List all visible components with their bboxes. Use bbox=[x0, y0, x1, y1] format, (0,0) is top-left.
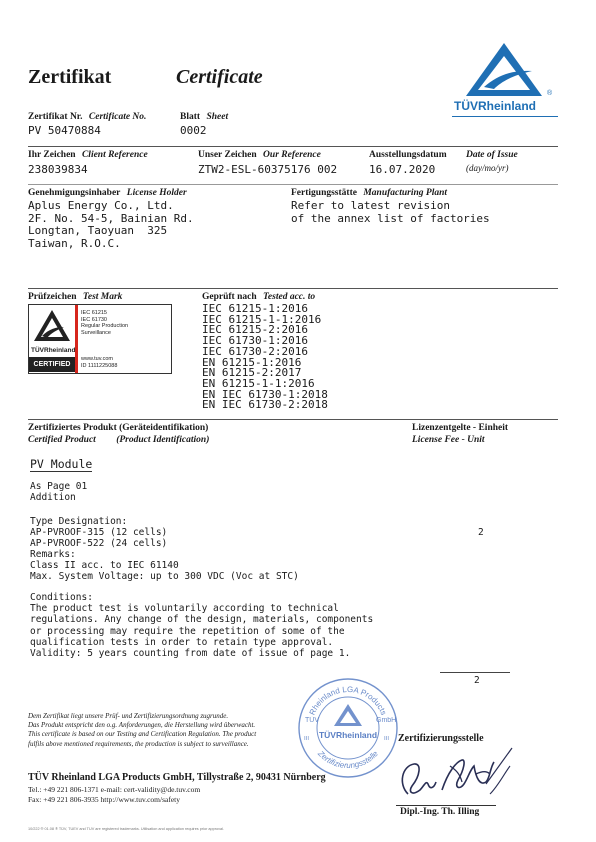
tuv-triangle-icon bbox=[29, 305, 75, 347]
notice-line: Dem Zertifikat liegt unsere Prüf- und Zertifizierungsordnung zugrunde. bbox=[28, 712, 229, 720]
product-line: Remarks: bbox=[30, 549, 76, 560]
product-line: Class II acc. to IEC 61140 bbox=[30, 560, 179, 571]
product-line: As Page 01 bbox=[30, 481, 88, 492]
address-line: Longtan, Taoyuan 325 bbox=[28, 224, 168, 237]
tuv-underline bbox=[452, 116, 558, 117]
issue-date-value: 16.07.2020 bbox=[369, 163, 436, 176]
condition-line: or processing may require the repetition of some of the bbox=[30, 625, 345, 637]
condition-line: The product test is voluntarily according to technical bbox=[30, 603, 339, 615]
badge-logo-panel bbox=[29, 305, 75, 373]
signature-scribble-icon bbox=[390, 744, 520, 806]
plant-text bbox=[291, 200, 490, 225]
issue-date-label-de: Ausstellungsdatum bbox=[369, 150, 447, 160]
standard-item: EN 61215-1-1:2016 bbox=[202, 376, 315, 390]
stamp-seal-icon bbox=[296, 676, 400, 780]
sheet-label-en: Sheet bbox=[206, 112, 229, 122]
our-ref-label bbox=[198, 150, 321, 160]
badge-brand: TÜVRheinland bbox=[31, 347, 76, 354]
sheet-label bbox=[180, 112, 228, 122]
signature bbox=[390, 744, 520, 806]
address-line: Taiwan, R.O.C. bbox=[28, 236, 121, 250]
stamp-ring-right: GmbH bbox=[376, 717, 397, 724]
stamp-ring-bottom: Zertifizierungsstelle bbox=[316, 749, 380, 771]
badge-id bbox=[81, 356, 117, 369]
license-holder-label-en: License Holder bbox=[126, 188, 187, 198]
plant-line: of the annex list of factories bbox=[291, 211, 490, 225]
fee-total: 2 bbox=[474, 675, 480, 686]
our-ref-label-de: Unser Zeichen bbox=[198, 150, 257, 160]
product-label-en-1: Certified Product bbox=[28, 435, 96, 445]
license-holder-address bbox=[28, 200, 194, 250]
fee-value: 2 bbox=[478, 527, 484, 538]
standard-item: IEC 61215-1-1:2016 bbox=[202, 312, 322, 326]
fee-label-de: Lizenzentgelte - Einheit bbox=[412, 423, 509, 433]
product-name-underline bbox=[30, 471, 92, 472]
tested-acc-label-de: Geprüft nach bbox=[202, 292, 257, 302]
badge-certified: CERTIFIED bbox=[29, 357, 75, 372]
tuv-logo bbox=[448, 40, 560, 120]
test-mark-label-de: Prüfzeichen bbox=[28, 292, 77, 302]
stamp-ring-top: Rheinland LGA Products bbox=[307, 684, 389, 717]
standard-item: IEC 61215-1:2016 bbox=[202, 302, 308, 315]
tuv-triangle-icon bbox=[448, 40, 560, 100]
tuv-reg-mark: ® bbox=[547, 90, 553, 97]
test-mark-label-en: Test Mark bbox=[82, 292, 123, 302]
test-mark-label bbox=[28, 292, 122, 302]
badge-standard: Surveillance bbox=[81, 329, 111, 336]
client-ref-value: 238039834 bbox=[28, 163, 88, 176]
conditions bbox=[30, 592, 373, 659]
badge-standard: IEC 61215 bbox=[81, 310, 107, 316]
plant-label-en: Manufacturing Plant bbox=[363, 188, 448, 198]
sheet-label-de: Blatt bbox=[180, 112, 201, 122]
certification-stamp bbox=[296, 676, 400, 780]
stamp-ring-left: TÜV bbox=[305, 717, 319, 724]
cert-no-label-de: Zertifikat Nr. bbox=[28, 112, 83, 122]
license-holder-label bbox=[28, 188, 187, 198]
cert-body-label: Zertifizierungsstelle bbox=[398, 733, 484, 744]
badge-standard: IEC 61730 bbox=[81, 316, 107, 323]
divider-3 bbox=[28, 288, 558, 289]
plant-line: Refer to latest revision bbox=[291, 199, 450, 212]
issue-date-label-en: Date of Issue bbox=[466, 150, 518, 160]
tested-acc-label-en: Tested acc. to bbox=[263, 292, 316, 302]
fee-total-rule bbox=[440, 672, 510, 673]
divider-1 bbox=[28, 146, 558, 147]
standard-item: IEC 61730-2:2016 bbox=[202, 344, 308, 358]
cert-no-label bbox=[28, 112, 146, 122]
badge-red-bar bbox=[75, 305, 78, 373]
badge-id-number: ID 1111225088 bbox=[81, 362, 118, 369]
plant-label-de: Fertigungsstätte bbox=[291, 188, 357, 198]
product-line: Max. System Voltage: up to 300 VDC (Voc at STC) bbox=[30, 571, 299, 582]
company-line: TÜV Rheinland LGA Products GmbH, Tillystraße 2, 90431 Nürnberg bbox=[28, 772, 326, 783]
tuv-brand-text: TÜVRheinland bbox=[454, 99, 537, 113]
condition-line: qualification tests in order to retain type approval. bbox=[30, 636, 334, 648]
standard-item: EN IEC 61730-2:2018 bbox=[202, 398, 328, 412]
standard-item: EN IEC 61730-1:2018 bbox=[202, 387, 328, 401]
badge-url: www.tuv.com bbox=[81, 356, 113, 362]
notice-line: fulfils above mentioned requirements, the production is subject to surveillance. bbox=[28, 739, 249, 748]
title-en: Certificate bbox=[176, 66, 263, 88]
badge-standard: Regular Production bbox=[81, 323, 129, 329]
client-ref-label-de: Ihr Zeichen bbox=[28, 150, 76, 160]
condition-line: Validity: 5 years counting from date of issue of page 1. bbox=[30, 648, 351, 660]
divider-2 bbox=[28, 184, 558, 185]
company-fax: Fax: +49 221 806-3935 http://www.tuv.com/safety bbox=[28, 795, 180, 804]
client-ref-label bbox=[28, 150, 148, 160]
product-name: PV Module bbox=[30, 457, 93, 471]
product-lines-a bbox=[30, 481, 87, 503]
condition-line: Conditions: bbox=[30, 592, 93, 603]
tested-acc-list bbox=[202, 304, 328, 411]
address-line: 2F. No. 54-5, Bainian Rd. bbox=[28, 211, 194, 225]
stamp-center-brand: TÜVRheinland bbox=[318, 730, 378, 740]
product-line: AP-PVROOF-315 (12 cells) bbox=[30, 527, 168, 538]
standard-item: IEC 61215-2:2016 bbox=[202, 323, 308, 337]
fine-print: 10/222 ® 01.08 ® TÜV, TUEV and TUV are registered trademarks. Utilisation and application requires prior approval. bbox=[28, 827, 225, 831]
condition-line: regulations. Any change of the design, materials, components bbox=[30, 614, 374, 626]
product-label-de: Zertifiziertes Produkt (Geräteidentifikation) bbox=[28, 423, 209, 433]
notice-line: Das Produkt entspricht den o.g. Anforderungen, die Herstellung wird überwacht. bbox=[28, 721, 256, 730]
badge-standards bbox=[81, 310, 128, 336]
notice-line: This certificate is based on our Testing and Certification Regulation. The product bbox=[28, 730, 257, 739]
product-line: AP-PVROOF-522 (24 cells) bbox=[30, 538, 168, 549]
standard-item: IEC 61730-1:2016 bbox=[202, 334, 308, 348]
test-mark-badge bbox=[28, 304, 172, 374]
our-ref-label-en: Our Reference bbox=[263, 150, 321, 160]
fee-label-en: License Fee - Unit bbox=[412, 435, 485, 445]
standard-item: EN 61215-2:2017 bbox=[202, 366, 302, 380]
cert-no-value: PV 50470884 bbox=[28, 124, 101, 137]
license-holder-label-de: Genehmigungsinhaber bbox=[28, 188, 121, 198]
signature-line bbox=[396, 805, 496, 806]
footer-notice bbox=[28, 712, 256, 749]
plant-label bbox=[291, 188, 447, 198]
stamp-marks-left: III bbox=[304, 736, 310, 742]
our-ref-value: ZTW2-ESL-60375176 002 bbox=[198, 163, 338, 176]
product-line: Addition bbox=[30, 492, 76, 503]
product-label-en bbox=[28, 435, 209, 445]
divider-4 bbox=[28, 419, 558, 420]
company-tel: Tel.: +49 221 806-1371 e-mail: cert-validity@de.tuv.com bbox=[28, 785, 201, 794]
signer-name: Dipl.-Ing. Th. Illing bbox=[400, 807, 480, 817]
stamp-marks-right: III bbox=[384, 736, 390, 742]
title-de: Zertifikat bbox=[28, 66, 112, 88]
sheet-value: 0002 bbox=[180, 124, 207, 137]
product-line: Type Designation: bbox=[30, 516, 128, 527]
product-lines-b bbox=[30, 516, 299, 582]
cert-no-label-en: Certificate No. bbox=[88, 112, 147, 122]
address-line: Aplus Energy Co., Ltd. bbox=[28, 199, 174, 212]
tested-acc-label bbox=[202, 292, 315, 302]
standard-item: EN 61215-1:2016 bbox=[202, 355, 302, 369]
product-label-en-2: (Product Identification) bbox=[116, 435, 210, 445]
client-ref-label-en: Client Reference bbox=[81, 150, 148, 160]
issue-date-format: (day/mo/yr) bbox=[466, 163, 509, 173]
